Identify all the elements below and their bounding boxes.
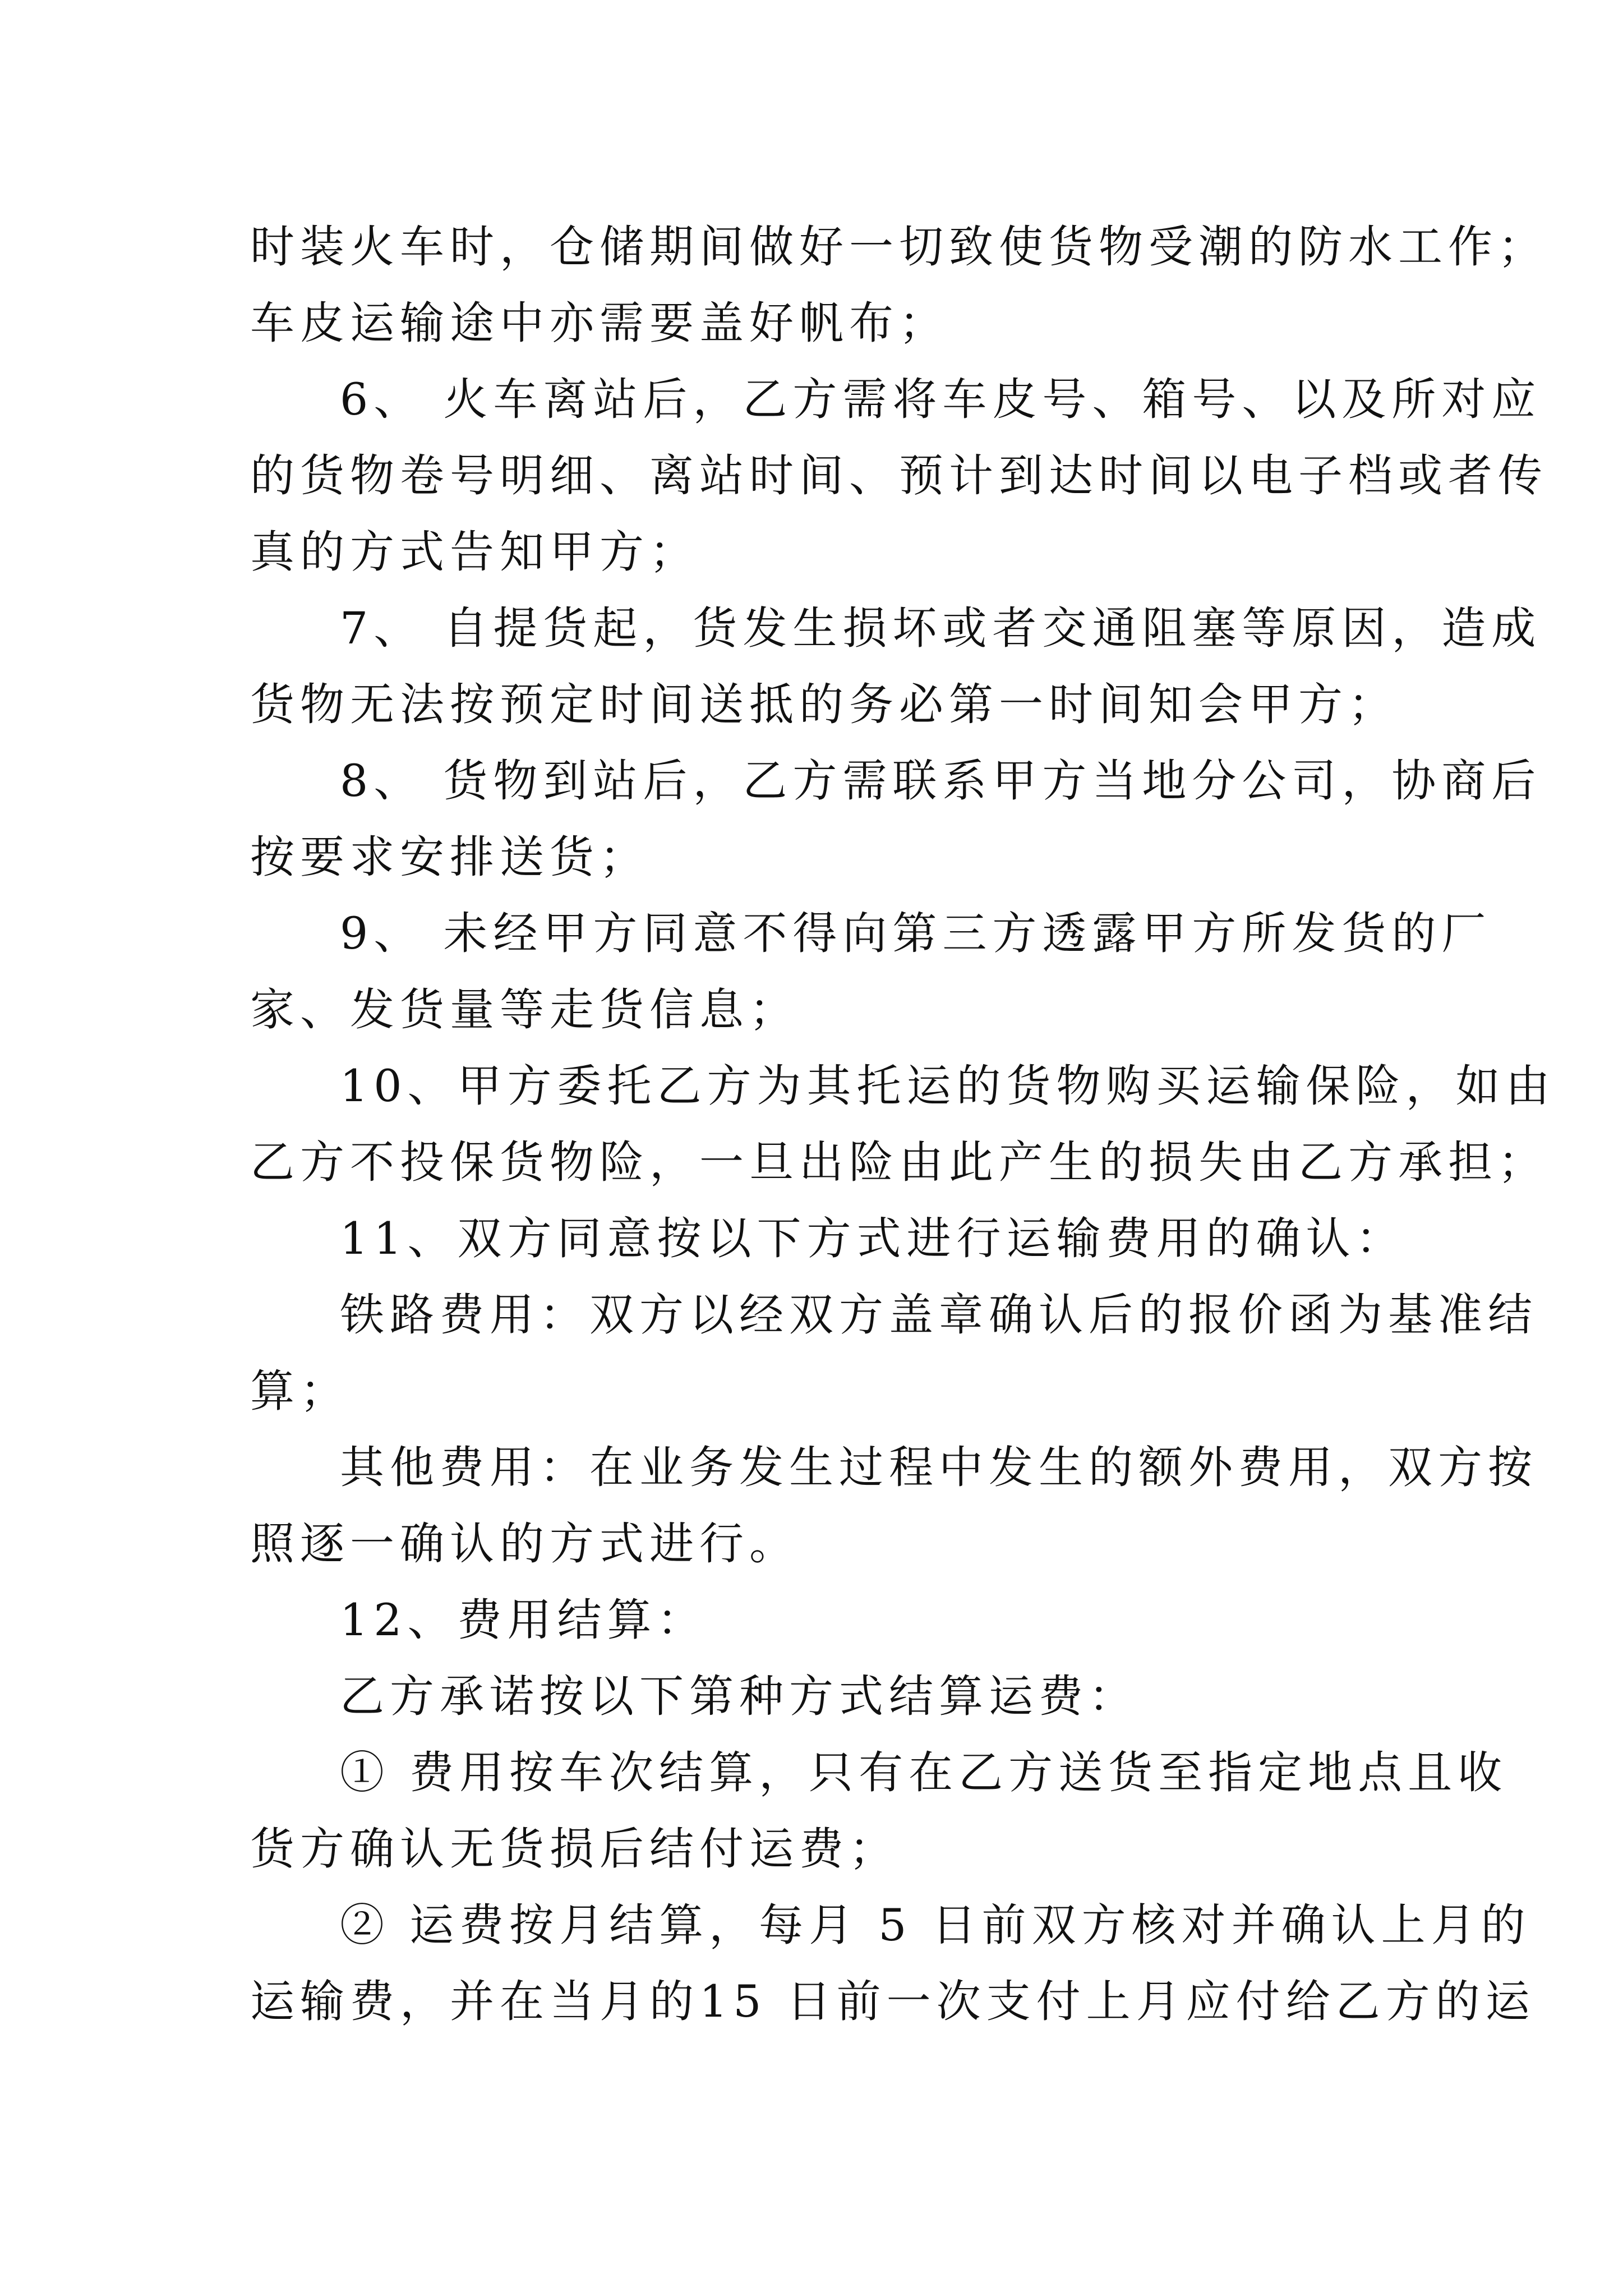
clause-8 xyxy=(250,743,1542,895)
paragraph-line: 乙方不投保货物险，一旦出险由此产生的损失由乙方承担； xyxy=(250,1137,1548,1188)
paragraph-line: 12、费用结算： xyxy=(340,1594,707,1646)
clause-7 xyxy=(250,590,1542,743)
paragraph-line: 其他费用：在业务发生过程中发生的额外费用，双方按 xyxy=(340,1442,1538,1493)
settlement-option-2 xyxy=(250,1887,1536,2040)
paragraph-line: 9、 未经甲方同意不得向第三方透露甲方所发货的厂 xyxy=(340,908,1492,959)
paragraph-line: 11、双方同意按以下方式进行运输费用的确认： xyxy=(340,1213,1406,1264)
paragraph-waterproofing xyxy=(250,209,1548,361)
paragraph-line: 家、发货量等走货信息； xyxy=(250,984,799,1036)
paragraph-line: 车皮运输途中亦需要盖好帆布； xyxy=(250,297,949,349)
settlement-method-intro xyxy=(250,1658,1383,1734)
paragraph-line: 运输费，并在当月的15 日前一次支付上月应付给乙方的运 xyxy=(250,1976,1536,2027)
paragraph-line: 按要求安排送货； xyxy=(250,831,649,883)
other-fee-paragraph xyxy=(250,1429,1538,1582)
railway-fee-paragraph xyxy=(250,1277,1538,1429)
settlement-option-1 xyxy=(250,1734,1508,1887)
paragraph-line: 10、甲方委托乙方为其托运的货物购买运输保险，如由 xyxy=(340,1060,1556,1112)
paragraph-line: 8、 货物到站后，乙方需联系甲方当地分公司，协商后 xyxy=(340,755,1542,807)
paragraph-line: 货物无法按预定时间送抵的务必第一时间知会甲方； xyxy=(250,679,1398,730)
paragraph-line: 时装火车时，仓储期间做好一切致使货物受潮的防水工作； xyxy=(250,221,1548,273)
paragraph-line: ① 费用按车次结算，只有在乙方送货至指定地点且收 xyxy=(340,1747,1508,1798)
clause-6 xyxy=(250,361,1548,590)
paragraph-line: 7、 自提货起，货发生损坏或者交通阻塞等原因，造成 xyxy=(340,602,1542,654)
paragraph-line: 照逐一确认的方式进行。 xyxy=(250,1518,799,1570)
paragraph-line: 乙方承诺按以下第种方式结算运费： xyxy=(340,1671,1138,1722)
clause-12 xyxy=(250,1582,1383,1658)
paragraph-line: 6、 火车离站后，乙方需将车皮号、箱号、以及所对应 xyxy=(340,374,1542,425)
clause-10 xyxy=(250,1048,1556,1200)
clause-9 xyxy=(250,895,1492,1048)
paragraph-line: ② 运费按月结算，每月 5 日前双方核对并确认上月的 xyxy=(340,1899,1531,1951)
paragraph-line: 货方确认无货损后结付运费； xyxy=(250,1823,899,1875)
paragraph-line: 算； xyxy=(250,1365,350,1417)
document-body xyxy=(250,209,1556,2040)
paragraph-line: 的货物卷号明细、离站时间、预计到达时间以电子档或者传 xyxy=(250,450,1548,501)
paragraph-line: 铁路费用：双方以经双方盖章确认后的报价函为基准结 xyxy=(340,1289,1538,1341)
paragraph-line: 真的方式告知甲方； xyxy=(250,526,699,578)
clause-11 xyxy=(250,1200,1406,1277)
